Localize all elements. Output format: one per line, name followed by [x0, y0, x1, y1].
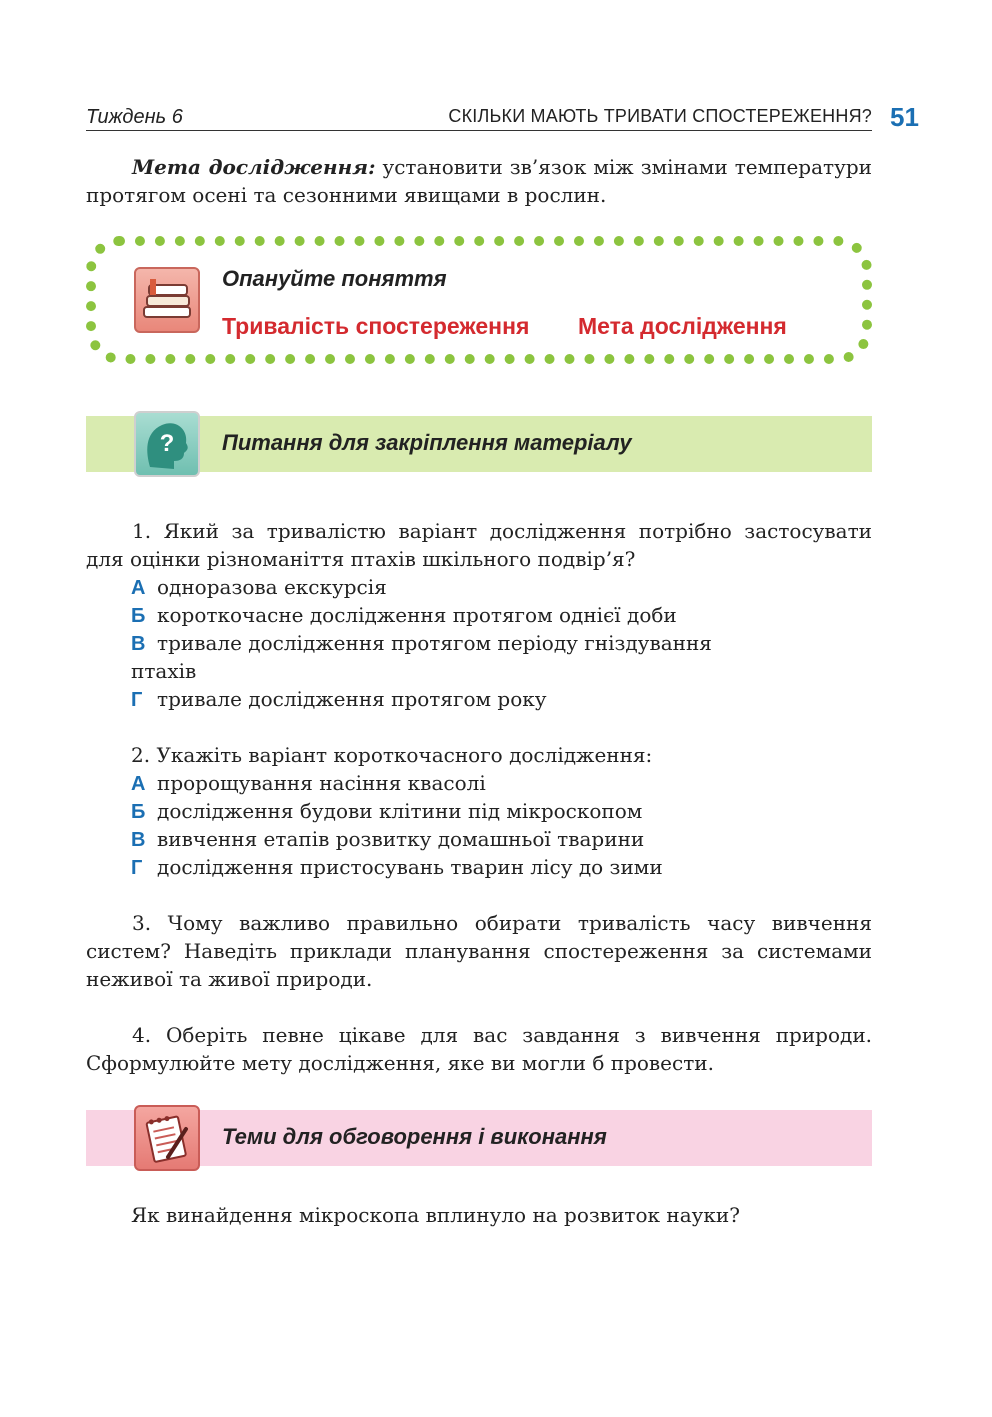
- concept-box: [86, 236, 872, 364]
- option-text: короткочасне дослідження протягом однієї доби: [157, 603, 677, 627]
- concept-term-duration: Тривалість спостереження: [222, 313, 530, 339]
- topics-section-title: Теми для обговорення і виконання: [222, 1124, 607, 1149]
- question-4-text-1: 4. Оберіть певне цікаве для вас завдання з вивчення природи.: [132, 1023, 872, 1047]
- goal-paragraph: [86, 153, 872, 209]
- question-3-line-2: систем? Наведіть приклади планування спостереження за системами: [86, 939, 872, 963]
- svg-text:?: ?: [159, 430, 175, 457]
- option-text: пророщування насіння квасолі: [157, 771, 486, 795]
- goal-text-1: установити зв’язок між змінами температури: [375, 155, 873, 179]
- topic-question: Як винайдення мікроскопа вплинуло на розвиток науки?: [131, 1203, 740, 1227]
- question-4: [86, 1021, 872, 1077]
- concept-term-goal: Мета дослідження: [578, 313, 787, 339]
- goal-line-2: протягом осені та сезонними явищами в рослин.: [86, 183, 607, 207]
- question-3: [86, 909, 872, 993]
- q2-option-b: [131, 797, 642, 826]
- goal-lead: Мета дослідження:: [132, 155, 376, 179]
- option-letter: Г: [131, 689, 143, 711]
- page-number: 51: [890, 102, 919, 132]
- option-letter: В: [131, 633, 146, 655]
- question-3-line-1: [86, 909, 872, 937]
- q2-option-d: [131, 853, 663, 882]
- question-3-text-1: 3. Чому важливо правильно обирати тривалість часу вивчення: [132, 911, 872, 935]
- option-text: тривале дослідження протягом періоду гніздування: [157, 631, 712, 655]
- option-text: вивчення етапів розвитку домашньої тварини: [157, 827, 645, 851]
- option-text: птахів: [131, 659, 197, 683]
- question-2: 2. Укажіть варіант короткочасного дослідження:: [131, 743, 653, 767]
- notepad-pen-icon: [134, 1105, 200, 1171]
- option-letter: В: [131, 829, 146, 851]
- header-divider: [86, 130, 872, 131]
- running-header-week: Тиждень 6: [86, 106, 183, 128]
- q2-option-c: [131, 825, 644, 854]
- q1-option-c: [131, 629, 712, 658]
- question-4-line-1: [86, 1021, 872, 1049]
- running-header-title: СКІЛЬКИ МАЮТЬ ТРИВАТИ СПОСТЕРЕЖЕННЯ?: [448, 106, 872, 126]
- question-3-line-3: неживої та живої природи.: [86, 967, 373, 991]
- questions-section-title: Питання для закріплення матеріалу: [222, 430, 632, 455]
- option-letter: Б: [131, 605, 146, 627]
- option-letter: А: [131, 773, 146, 795]
- question-head-icon: [134, 411, 200, 477]
- option-letter: Г: [131, 857, 143, 879]
- option-letter: А: [131, 577, 146, 599]
- books-icon: [134, 267, 200, 333]
- question-1-line-2: для оцінки різноманіття птахів шкільного подвір’я?: [86, 547, 636, 571]
- q1-option-d: [131, 685, 547, 714]
- question-1-text-1: 1. Який за тривалістю варіант дослідження потрібно застосувати: [132, 519, 872, 543]
- q1-option-a: [131, 573, 387, 602]
- q1-option-b: [131, 601, 677, 630]
- concept-title: Опануйте поняття: [222, 266, 447, 291]
- q2-option-a: [131, 769, 486, 798]
- option-letter: Б: [131, 801, 146, 823]
- option-text: одноразова екскурсія: [157, 575, 387, 599]
- option-text: тривале дослідження протягом року: [157, 687, 547, 711]
- question-1-line-1: [86, 517, 872, 545]
- goal-line-1: [86, 153, 872, 181]
- option-text: дослідження будови клітини під мікроскопом: [157, 799, 643, 823]
- option-text: дослідження пристосувань тварин лісу до зими: [157, 855, 663, 879]
- q1-option-c-continued: [131, 657, 196, 685]
- question-1: [86, 517, 872, 573]
- question-4-line-2: Сформулюйте мету дослідження, яке ви могли б провести.: [86, 1051, 714, 1075]
